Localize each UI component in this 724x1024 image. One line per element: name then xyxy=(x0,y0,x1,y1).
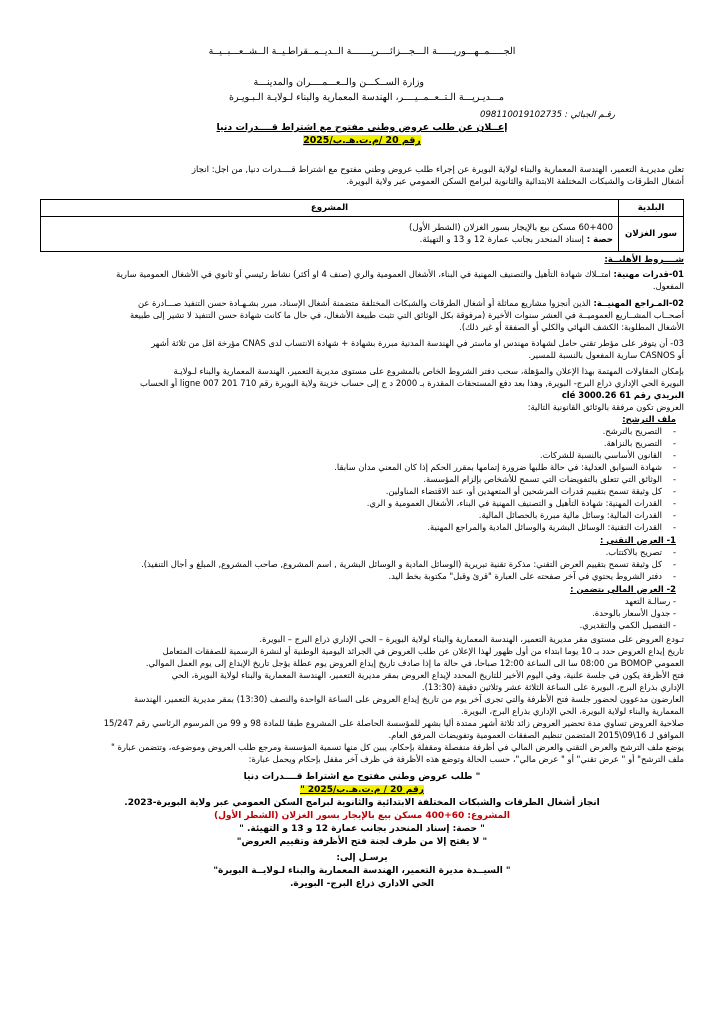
announcement-title: إعــلان عن طلب عروض وطني مفتوح مع اشتراط قــــدرات دنيا xyxy=(216,122,508,133)
table-header-project: المشروع xyxy=(41,200,619,217)
tax-id-label: رقـم الجبائي : xyxy=(564,110,615,120)
envelope-line-2 xyxy=(0,785,724,795)
criterion-3-line-1: 03- أن يتوفر على مؤطر تقني حامل لشهادة مهندس او ماستر في الهندسة المدنية مبررة بشهادة + شهادة الانتساب لدى CNAS مؤرخة اقل من ثلاثة أشهر xyxy=(151,338,684,348)
criterion-2-line-1 xyxy=(38,298,684,310)
purchase-line-2: البويرة الحي الإداري ذراع البرج- البويرة, وهذا بعد دفع المستحقات المقدرة بـ 2000 د ج إلى حساب خزينة ولاية البويرة رقم 710 ligne 007 201 أو الحساب xyxy=(140,378,684,388)
closing-line-5: الإداري بذراع البرج، البويرة على الساعة الثلاثة عشر وثلاثين دقيقة (13:30). xyxy=(421,682,684,692)
criterion-1-text: امتــلاك شهادة التأهيل والتصنيف المهنية في البناء، الأشغال العمومية والري (صنف 4 او أكثر) نشاط رئيسي أو ثانوي في الأشغال العمومية سارية xyxy=(116,269,611,279)
list-item: -التصريح بالترشح. xyxy=(602,426,676,436)
envelope-line-3: انجاز أشغال الطرقات والشبكات المختلفة الابتدائية والثانوية لبرامج السكن العمومي عبر ولاية البويرة-2023. xyxy=(124,798,600,808)
criterion-2-text: الذين أنجزوا مشاريع مماثلة أو أشغال الطرقات والشبكات المختلفة متضمنة أشغال الإسناد، مبرر بشـهـادة حسن التنفيذ صـــادرة عن xyxy=(137,298,591,308)
envelope-line-9: الحي الاداري ذراع البرج- البويرة. xyxy=(290,879,434,889)
eligibility-title: شــــروط الأهليــة: xyxy=(604,255,684,265)
list-item: -كل وثيقة تسمح بتقييم قدرات المرشحين أو المتعهدين أو، عند الاقتضاء المناولين. xyxy=(385,486,676,496)
list-item: -القدرات المالية: وسائل مالية مبررة بالحصائل المالية. xyxy=(478,510,676,520)
closing-line-4: فتح الأظرفة يكون في جلسة علنية، وفي اليوم الأخير للتاريخ المحدد لإيداع العروض بمقر مديرية التعمير، الهندسة المعمارية والبناء لولاية البويرة، الحي xyxy=(171,670,684,680)
closing-line-8: صلاحية العروض تساوي مدة تحضير العروض زائد ثلاثة أشهر ممتدة أليا بشهر للمؤسسة الحاصلة على المشروع طبقا للمادة 98 و 99 من المرسوم الرئاسي رقم 15/247 xyxy=(103,718,684,728)
list-item: -القدرات المهنية: شهادة التأهيل و التصنيف المهنية في البناء، الأشغال العمومية و الري. xyxy=(366,498,676,508)
criterion-2-line-2: أصحــاب المشــاريع العموميــة في العشر سنوات الأخيرة (مرفوقة بكل الوثائق التي تثبت طبيعة الأشغال، في حال ما كانت شهادة حسن التنفيذ لا تشير إلى طبيعة xyxy=(129,310,684,320)
project-table xyxy=(40,199,684,252)
republic-header: الجـــــمــهـــوريــــــة الـــجـــزائــــريـــــــة الــديــمــقراطـيــة الــشــعـــبــيــة xyxy=(208,46,516,57)
project-portion xyxy=(46,234,613,246)
list-item: - رسالـة التعهد xyxy=(624,596,676,606)
list-item: -تصريح بالاكتتاب. xyxy=(605,547,676,557)
table-cell-municipality: سور الغزلان xyxy=(619,217,684,252)
tax-id-value: 098110019102735 xyxy=(480,110,563,120)
directorate-name: مـــديـريـــة الـتــعــمــيــــر، الهندسة المعمارية والبناء لـولايـة الـبـويـرة xyxy=(229,92,504,103)
purchase-line-1: بإمكان المقاولات المهتمة بهذا الإعلان والمؤهلة، سحب دفتر الشروط الخاص بالمشروع على مستوى مديرية التعمير، الهندسة المعمارية والبناء لـولايـة xyxy=(173,366,684,376)
criterion-2-line-3: الأشغال المطلوبة: الكشف النهائي والكلي أو الصفقة أو غير ذلك). xyxy=(459,322,684,332)
intro-line-1: تعلن مديريـة التعمير، الهندسة المعمارية والبناء لولاية البويرة عن إجراء طلب عروض وطني مفتوح مع اشتراط قــــدرات دنيا, من اجل: انجاز xyxy=(191,165,684,175)
list-item: -القانون الأساسي بالنسبة للشركات. xyxy=(539,450,676,460)
criterion-1-line-2: المفعول. xyxy=(652,281,684,291)
closing-line-2: تاريخ إيداع العروض حدد بـ 10 يوما ابتداء من أول ظهور لهذا الإعلان عن طلب العروض في الجرائد اليومية الوطنية أو لنشرة الرسمية للصفقات المتعامل xyxy=(162,646,684,656)
envelope-line-4: المشروع: 60+400 مسكن بيع بالإيجار بسور الغزلان (الشطر الأول) xyxy=(214,811,510,821)
list-item: -القدرات التقنية: الوسائل البشرية والوسائل المادية والمراجع المهنية. xyxy=(427,522,676,532)
envelope-line-8: " السيــدة مديرة التعمير، الهندسة المعمارية والبناء لـولايــة البويرة" xyxy=(213,866,511,876)
purchase-line-4: العروض تكون مرفقة بالوثائق القانونية التالية: xyxy=(527,402,684,412)
intro-line-2: أشغال الطرقات والشبكات المختلفة الابتدائية والثانوية لبرامج السكن العمومي عبر ولاية البويرة. xyxy=(346,177,684,187)
list-item: -شهادة السوابق العدلية: في حالة طلبها ضرورة إتمامها بمقرر الحكم إذا كان المعني مدان سابقا. xyxy=(334,462,676,472)
criterion-3-line-2: أو CASNOS سارية المفعول بالنسبة للمسير. xyxy=(528,350,684,360)
closing-line-1: تـودع العروض على مستوى مقر مديرية التعمير، الهندسة المعمارية والبناء لولاية البويرة – الحي الإداري ذراع البرج – البويرة. xyxy=(259,634,684,644)
announcement-number xyxy=(0,135,724,146)
criterion-1-line-1 xyxy=(38,269,684,281)
closing-line-3: العمومي BOMOP من 08:00 سا الى الساعة 12:00 صباحا، في حالة ما إذا صادف تاريخ إيداع العروض يوم عطلة يؤجل تاريخ الإيداع إلى يوم العمل الموالي. xyxy=(145,658,684,668)
list-item: - التفصيل الكمي والتقديري. xyxy=(579,620,676,630)
closing-line-11: ملف الترشح" أو " عرض تقني" أو " عرض مالي"، حسب الحالة وتوضع هذه الأظرفة في ظرف آخر مقفل بإحكام ويحمل عبارة: xyxy=(248,754,684,764)
list-item: -كل وثيقة تسمح بتقييم العرض التقني: مذكرة تقنية تبريرية (الوسائل المادية و الوسائل البشرية , اسم المشروع, صاحب المشروع, المبلغ و أجال التنفيذ). xyxy=(141,559,676,569)
closing-line-10: يوضع ملف الترشح والعرض التقني والعرض المالي في أظرفة منفصلة ومقفلة بإحكام، يبين كل منها تسمية المؤسسة ومرجع طلب العروض وموضوعه، وتتضمن عبارة " xyxy=(110,742,684,752)
closing-line-6: العارضون مدعوون لحضور جلسة فتح الأظرفة والتي تجرى آخر يوم من تاريخ إيداع العروض على الساعة الواحدة والنصف (13:30) بمقر مديرية التعمير، الهندسة xyxy=(133,694,684,704)
portion-text: إسناد المنحدر بجانب عمارة 12 و 13 و التهيئة. xyxy=(419,235,584,245)
closing-line-7: المعمارية والبناء لولاية البويرة، الحي الإداري بذراع البرج، البويرة. xyxy=(460,706,684,716)
table-cell-project xyxy=(41,217,619,252)
purchase-line-3: البريدي رقم 61 3000.26 clé xyxy=(561,390,684,400)
list-item: -دفتر الشروط يحتوي في آخر صفحته على العبارة "قرئ وقبل" مكتوبة بخط اليد. xyxy=(388,571,676,581)
candidacy-title xyxy=(622,414,676,426)
announcement-number-text: رقم 20 /م.ت.هـ.ب/2025 xyxy=(303,135,421,146)
envelope-line-5: " حصة: إسناد المنحدر بجانب عمارة 12 و 13 و التهيئة. " xyxy=(239,824,485,834)
table-header-municipality: البلدية xyxy=(619,200,684,217)
closing-line-9: الموافق لـ 16\09\2015 المتضمن تنظيم الصفقات العمومية وتفويضات المرفق العام. xyxy=(388,730,684,740)
envelope-line-1: " طلب عروض وطني مفتوح مع اشتراط قــــدرات دنيا xyxy=(243,772,481,782)
criterion-1-label: 01-قدرات مهنية: xyxy=(613,269,684,279)
list-item: -التصريح بالنزاهة. xyxy=(603,438,676,448)
tax-id xyxy=(480,109,690,121)
candidacy-title-text: ملف الترشح: xyxy=(622,414,676,424)
technical-offer-title: 1- العرض التقني : xyxy=(600,535,676,545)
criterion-2-label: 02-المـراجع المهنيــة: xyxy=(593,298,684,308)
list-item: -الوثائق التي تتعلق بالتفويضات التي تسمح للأشخاص بإلزام المؤسسة. xyxy=(423,474,676,484)
portion-label: حصة : xyxy=(586,235,613,245)
financial-offer-title: 2- العرض المالي يتضمن : xyxy=(570,584,676,594)
ministry-name: وزارة الســكـــن والــعـــمــــران والمدينـــة xyxy=(253,77,424,88)
list-item: - جدول الأسعار بالوحدة. xyxy=(592,608,676,618)
project-line-1: 60+400 مسكن بيع بالإيجار بسور الغزلان (الشطر الأول) xyxy=(408,223,613,233)
envelope-line-6: " لا يفتح إلا من طرف لجنة فتح الأظرفة وتقييم العروض" xyxy=(236,837,488,847)
envelope-line-7: يرسـل إلى: xyxy=(336,853,388,863)
envelope-number: رقم 20 / م.ت.هـ.ب/2025 " xyxy=(300,785,424,795)
